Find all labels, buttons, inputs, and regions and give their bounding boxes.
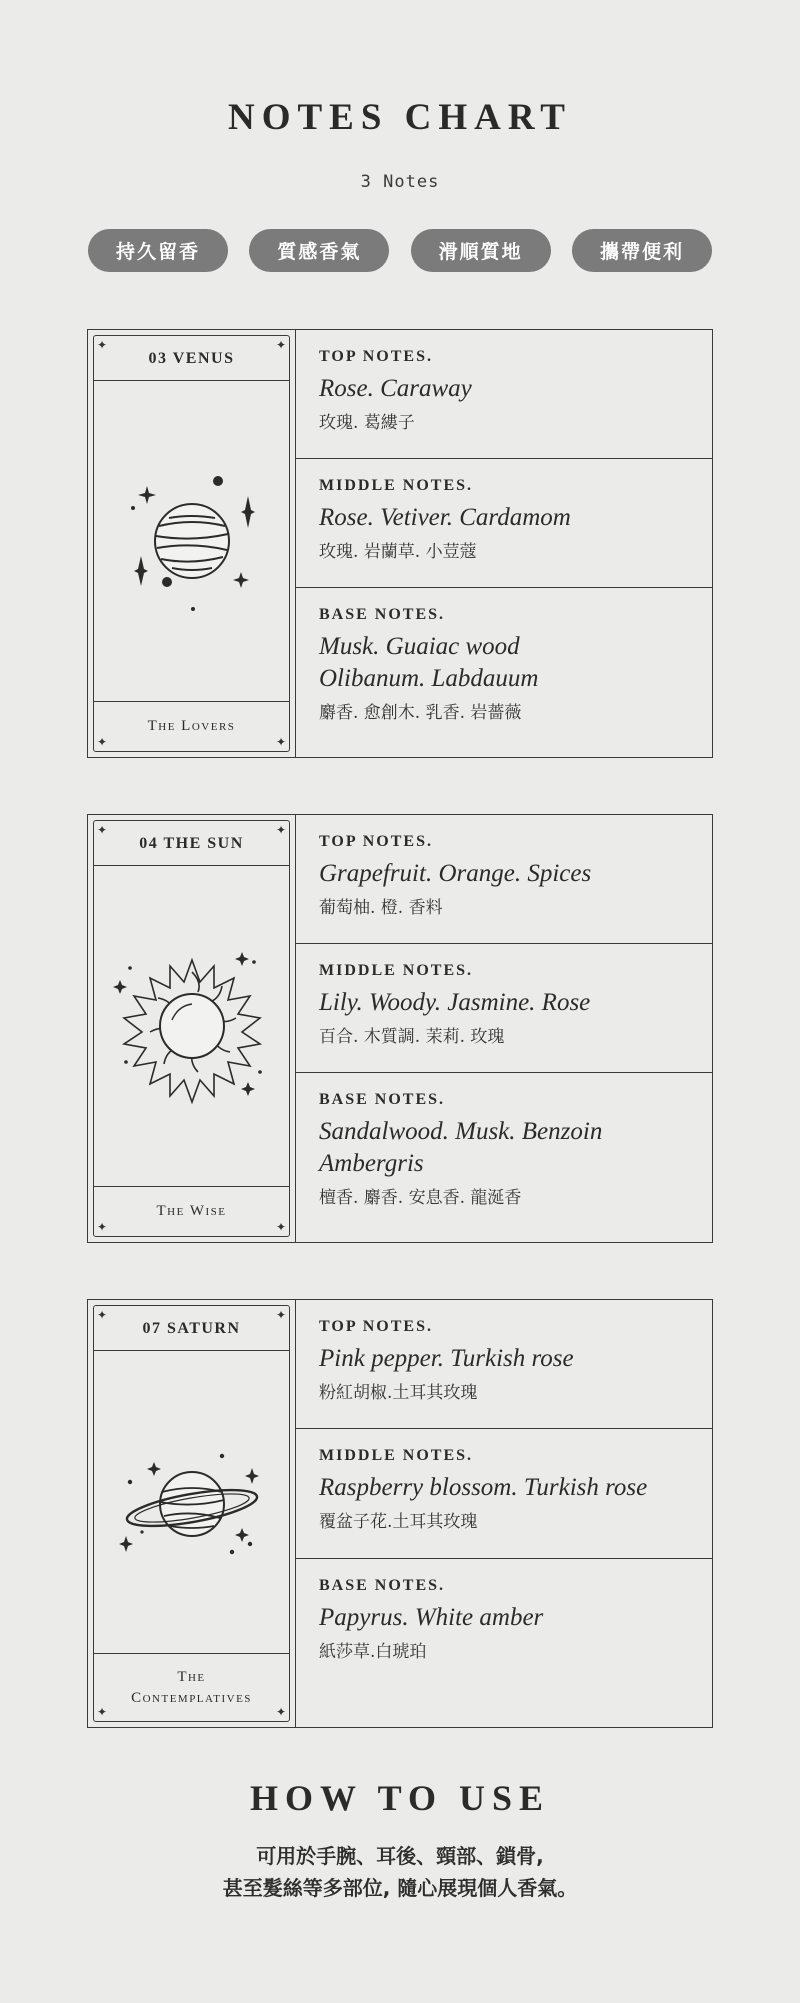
how-to-use-line: 甚至髮絲等多部位, 隨心展現個人香氣。	[222, 1876, 578, 1900]
badge-texture-scent: 質感香氣	[249, 229, 389, 272]
how-to-use-title: HOW TO USE	[249, 1778, 551, 1818]
notes-count: 3 Notes	[360, 172, 440, 192]
middle-notes	[296, 458, 712, 587]
card-label-line: The	[177, 1668, 206, 1685]
note-ingredients-en: Musk. Guaiac wood	[319, 633, 520, 660]
note-ingredients-zh: 玫瑰. 岩蘭草. 小荳蔻	[319, 542, 477, 562]
sun-icon	[94, 866, 289, 1186]
feature-badges	[88, 229, 712, 272]
note-ingredients-zh: 葡萄柚. 橙. 香料	[319, 898, 443, 918]
star-icon: ✦	[97, 338, 108, 352]
star-icon: ✦	[275, 823, 286, 837]
base-notes	[296, 587, 712, 757]
star-icon: ✦	[275, 1705, 286, 1719]
note-ingredients-zh: 玫瑰. 葛縷子	[319, 413, 415, 433]
note-ingredients-en: Rose. Vetiver. Cardamom	[319, 504, 571, 531]
star-icon: ✦	[97, 823, 108, 837]
star-icon: ✦	[97, 1220, 108, 1234]
note-ingredients-zh: 檀香. 麝香. 安息香. 龍涎香	[319, 1188, 522, 1208]
planet-saturn-icon	[94, 1351, 289, 1653]
note-ingredients-en: Ambergris	[319, 1150, 424, 1177]
note-ingredients-zh: 百合. 木質調. 茉莉. 玫瑰	[319, 1027, 505, 1047]
note-heading: BASE NOTES.	[319, 1091, 446, 1108]
star-icon: ✦	[275, 1220, 286, 1234]
star-icon: ✦	[275, 735, 286, 749]
notes-block-sun	[87, 814, 713, 1243]
note-heading: MIDDLE NOTES.	[319, 1447, 474, 1464]
middle-notes	[296, 1428, 712, 1558]
base-notes	[296, 1072, 712, 1242]
middle-notes	[296, 943, 712, 1072]
card-label	[94, 1653, 289, 1721]
page-title: NOTES CHART	[227, 97, 572, 138]
tarot-card	[88, 1300, 296, 1727]
notes-list	[296, 330, 712, 757]
star-icon: ✦	[97, 1308, 108, 1322]
card-label: The Lovers	[94, 701, 289, 751]
badge-smooth-texture: 滑順質地	[411, 229, 551, 272]
top-notes	[296, 815, 712, 943]
note-heading: MIDDLE NOTES.	[319, 962, 474, 979]
note-ingredients-en: Olibanum. Labdauum	[319, 665, 539, 692]
note-heading: MIDDLE NOTES.	[319, 477, 474, 494]
note-heading: TOP NOTES.	[319, 833, 433, 850]
card-name: 04 THE SUN	[94, 821, 289, 866]
note-ingredients-en: Lily. Woody. Jasmine. Rose	[319, 989, 591, 1016]
note-heading: BASE NOTES.	[319, 606, 446, 623]
notes-block-saturn	[87, 1299, 713, 1728]
star-icon: ✦	[97, 1705, 108, 1719]
note-ingredients-en: Sandalwood. Musk. Benzoin	[319, 1118, 603, 1145]
note-ingredients-en: Grapefruit. Orange. Spices	[319, 860, 592, 887]
top-notes	[296, 330, 712, 458]
notes-list	[296, 1300, 712, 1727]
star-icon: ✦	[275, 1308, 286, 1322]
card-name: 03 VENUS	[94, 336, 289, 381]
note-heading: BASE NOTES.	[319, 1577, 446, 1594]
star-icon: ✦	[275, 338, 286, 352]
note-ingredients-zh: 麝香. 愈創木. 乳香. 岩薔薇	[319, 703, 522, 723]
tarot-card	[88, 330, 296, 757]
note-heading: TOP NOTES.	[319, 348, 433, 365]
base-notes	[296, 1558, 712, 1727]
notes-list	[296, 815, 712, 1242]
note-heading: TOP NOTES.	[319, 1318, 433, 1335]
badge-long-lasting: 持久留香	[88, 229, 228, 272]
top-notes	[296, 1300, 712, 1428]
notes-block-venus	[87, 329, 713, 758]
note-ingredients-zh: 粉紅胡椒.土耳其玫瑰	[319, 1383, 478, 1403]
tarot-card	[88, 815, 296, 1242]
note-ingredients-zh: 覆盆子花.土耳其玫瑰	[319, 1512, 478, 1532]
note-ingredients-en: Raspberry blossom. Turkish rose	[319, 1474, 648, 1501]
note-ingredients-en: Papyrus. White amber	[319, 1604, 544, 1631]
note-ingredients-zh: 紙莎草.白琥珀	[319, 1642, 427, 1662]
badge-portable: 攜帶便利	[572, 229, 712, 272]
how-to-use-line: 可用於手腕、耳後、頸部、鎖骨,	[256, 1844, 544, 1868]
star-icon: ✦	[97, 735, 108, 749]
card-label-line: Contemplatives	[131, 1689, 252, 1706]
planet-venus-icon	[94, 381, 289, 701]
card-label: The Wise	[94, 1186, 289, 1236]
note-ingredients-en: Pink pepper. Turkish rose	[319, 1345, 574, 1372]
note-ingredients-en: Rose. Caraway	[319, 375, 472, 402]
card-name: 07 SATURN	[94, 1306, 289, 1351]
